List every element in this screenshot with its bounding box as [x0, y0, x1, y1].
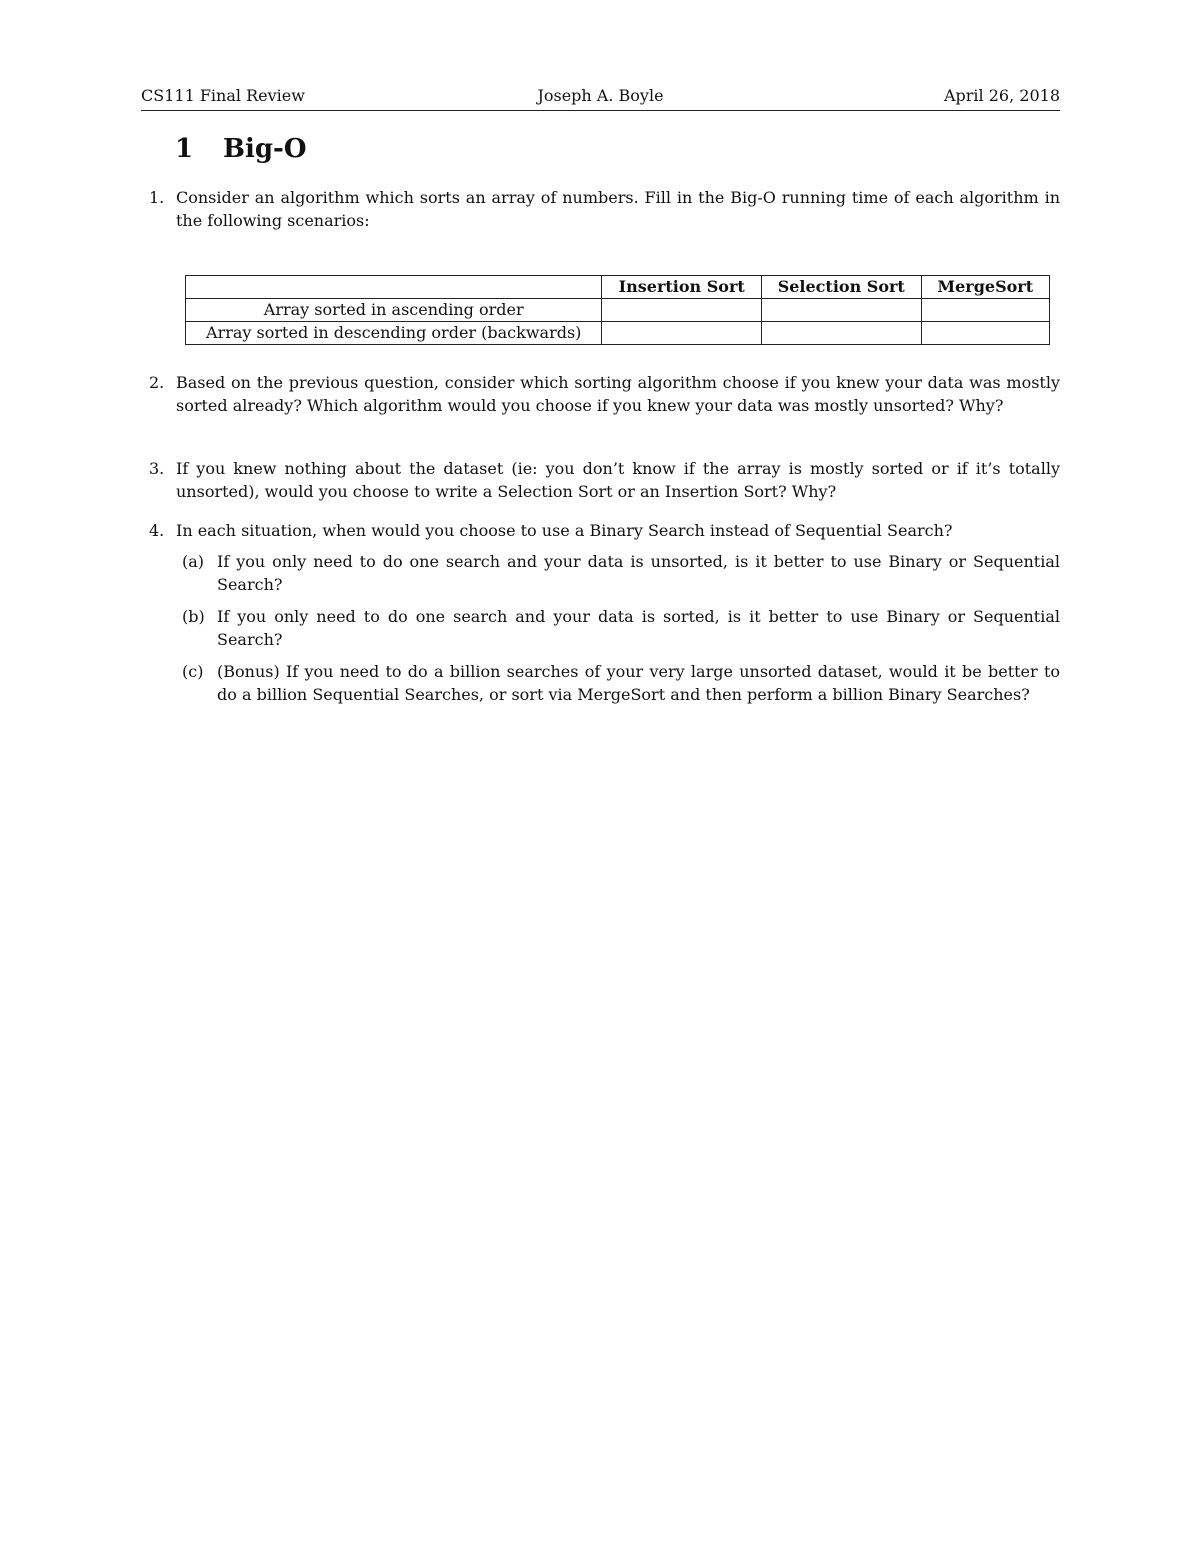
subquestion-label: (c)	[182, 662, 204, 681]
table-header-insertion-sort: Insertion Sort	[602, 276, 762, 299]
header-course: CS111 Final Review	[141, 86, 305, 105]
header-author: Joseph A. Boyle	[537, 86, 664, 105]
question-text: In each situation, when would you choose to use a Binary Search instead of Sequential Search?	[176, 521, 953, 540]
table-cell	[761, 299, 921, 322]
subquestion-label: (a)	[182, 552, 205, 571]
table-row-label: Array sorted in descending order (backwards)	[186, 322, 602, 345]
question-4	[141, 519, 1060, 542]
question-number: 3.	[149, 459, 165, 478]
subquestion-text: (Bonus) If you need to do a billion searches of your very large unsorted dataset, would it be better to do a billion Sequential Searches, or sort via MergeSort and then perform a billion Binary Searches?	[217, 662, 1060, 704]
section-number: 1	[175, 134, 194, 164]
question-2	[141, 371, 1060, 417]
table-header-mergesort: MergeSort	[921, 276, 1049, 299]
table-header-selection-sort: Selection Sort	[761, 276, 921, 299]
table-row	[186, 322, 1050, 345]
table-row-label: Array sorted in ascending order	[186, 299, 602, 322]
table-header-cell	[186, 276, 602, 299]
section-title	[175, 134, 306, 164]
section-title-text: Big-O	[223, 134, 307, 164]
table-cell	[602, 322, 762, 345]
question-text: If you knew nothing about the dataset (ie: you don’t know if the array is mostly sorted or if it’s totally unsorted), would you choose to write a Selection Sort or an Insertion Sort? Why?	[176, 459, 1060, 501]
question-3	[141, 457, 1060, 503]
subquestion-c	[176, 660, 1060, 706]
table-header-row	[186, 276, 1050, 299]
subquestion-b	[176, 605, 1060, 651]
question-1	[141, 186, 1060, 232]
table-row	[186, 299, 1050, 322]
question-number: 4.	[149, 521, 165, 540]
header-date: April 26, 2018	[943, 86, 1060, 105]
table-cell	[602, 299, 762, 322]
table-cell	[921, 322, 1049, 345]
page-header	[141, 86, 1060, 111]
subquestion-label: (b)	[182, 607, 205, 626]
table-cell	[921, 299, 1049, 322]
table-cell	[761, 322, 921, 345]
subquestion-a	[176, 550, 1060, 596]
big-o-table	[185, 275, 1050, 345]
question-number: 2.	[149, 373, 165, 392]
question-text: Based on the previous question, consider which sorting algorithm choose if you knew your data was mostly sorted already? Which algorithm would you choose if you knew your data was mostly unsorted? Why?	[176, 373, 1060, 415]
question-text: Consider an algorithm which sorts an array of numbers. Fill in the Big-O running time of each algorithm in the following scenarios:	[176, 188, 1060, 230]
subquestion-text: If you only need to do one search and your data is unsorted, is it better to use Binary or Sequential Search?	[217, 552, 1060, 594]
subquestion-text: If you only need to do one search and your data is sorted, is it better to use Binary or Sequential Search?	[217, 607, 1060, 649]
question-number: 1.	[149, 188, 165, 207]
